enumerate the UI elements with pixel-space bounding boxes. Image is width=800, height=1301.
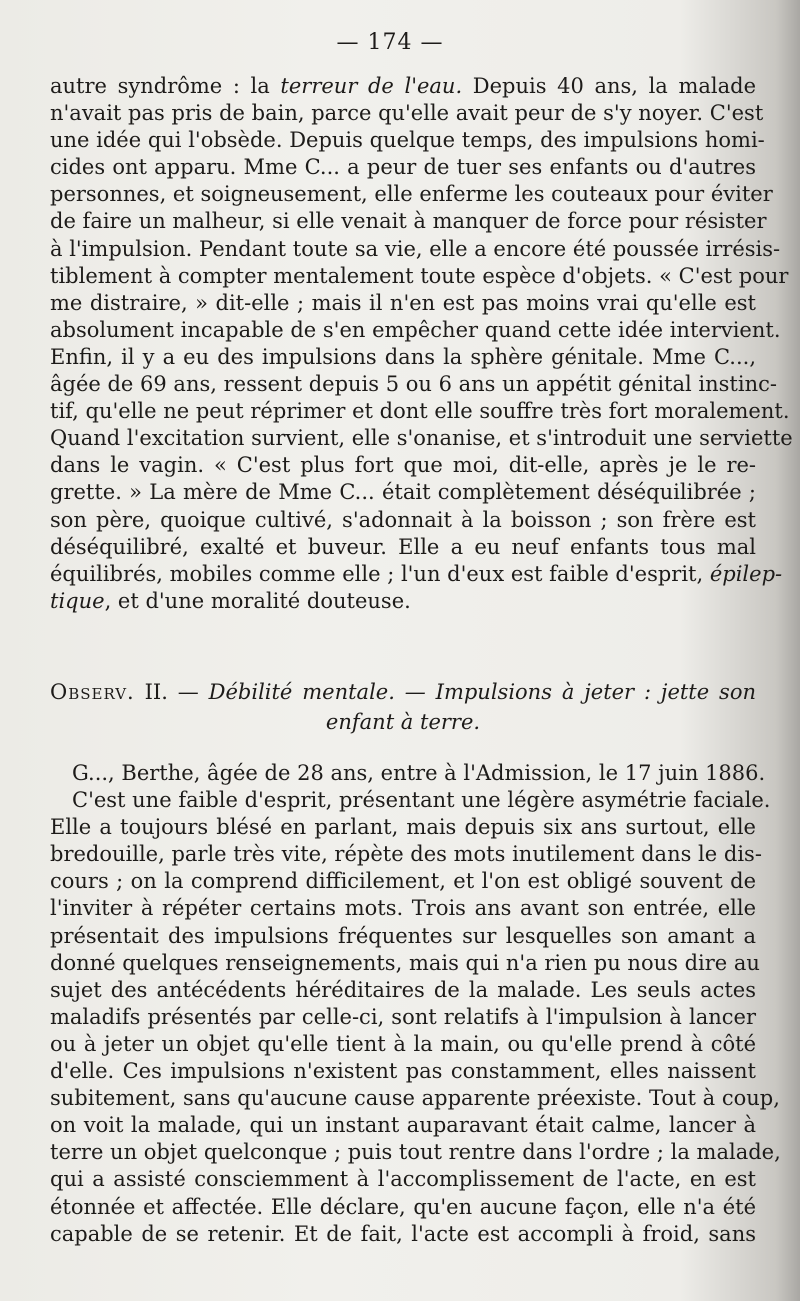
- observation-title: [50, 677, 756, 737]
- text-line: donné quelques renseignements, mais qui n'a rien pu nous dire au: [50, 950, 760, 975]
- observation-heading-1: Débilité mentale. — Impulsions à jeter : jette son: [208, 680, 756, 704]
- text-line: autre syndrôme : la terreur de l'eau. Depuis 40 ans, la malade: [50, 74, 756, 98]
- text-line: ou à jeter un objet qu'elle tient à la main, ou qu'elle prend à côté: [50, 1031, 756, 1056]
- text-line: cours ; on la comprend difficilement, et l'on est obligé souvent de: [50, 869, 756, 894]
- observation-label: Observ.: [50, 680, 135, 704]
- text-line: capable de se retenir. Et de fait, l'acte est accompli à froid, sans: [50, 1221, 756, 1246]
- text-line: G..., Berthe, âgée de 28 ans, entre à l'Admission, le 17 juin 1886.: [72, 761, 766, 785]
- text-line: une idée qui l'obsède. Depuis quelque temps, des impulsions homi-: [50, 128, 765, 153]
- text-line: équilibrés, mobiles comme elle ; l'un d'eux est faible d'esprit, épilep-: [50, 561, 783, 586]
- text-line: qui a assisté consciemment à l'accomplissement de l'acte, en est: [50, 1167, 756, 1192]
- text-line: tiblement à compter mentalement toute espèce d'objets. « C'est pour: [50, 263, 789, 288]
- text-line: absolument incapable de s'en empêcher quand cette idée intervient.: [50, 317, 781, 342]
- text-line: Elle a toujours blésé en parlant, mais depuis six ans surtout, elle: [50, 815, 756, 840]
- text-line: maladifs présentés par celle-ci, sont relatifs à l'impulsion à lancer: [50, 1004, 756, 1029]
- text-line: étonnée et affectée. Elle déclare, qu'en aucune façon, elle n'a été: [50, 1194, 756, 1219]
- text-line: Quand l'excitation survient, elle s'onanise, et s'introduit une serviette: [50, 426, 793, 451]
- text-line: dans le vagin. « C'est plus fort que moi, dit-elle, après je le re-: [50, 453, 756, 478]
- text-line: d'elle. Ces impulsions n'existent pas constamment, elles naissent: [50, 1059, 756, 1084]
- text-line: de faire un malheur, si elle venait à manquer de force pour résister: [50, 209, 767, 234]
- text-line: son père, quoique cultivé, s'adonnait à la boisson ; son frère est: [50, 507, 756, 532]
- text-line: Enfin, il y a eu des impulsions dans la sphère génitale. Mme C...,: [50, 344, 756, 369]
- text-line: à l'impulsion. Pendant toute sa vie, elle a encore été poussée irrésis-: [50, 236, 781, 261]
- text-line: terre un objet quelconque ; puis tout rentre dans l'ordre ; la malade,: [50, 1140, 781, 1165]
- page-number: — 174 —: [336, 30, 444, 55]
- observation-title-line-1: [50, 677, 756, 707]
- paragraph-2: [50, 760, 781, 1248]
- text-line: âgée de 69 ans, ressent depuis 5 ou 6 ans un appétit génital instinc-: [50, 372, 777, 397]
- text-line: n'avait pas pris de bain, parce qu'elle avait peur de s'y noyer. C'est: [50, 101, 764, 126]
- text-line: personnes, et soigneusement, elle enferme les couteaux pour éviter: [50, 182, 773, 207]
- text-line: déséquilibré, exalté et buveur. Elle a eu neuf enfants tous mal: [50, 534, 756, 559]
- text-line: cides ont apparu. Mme C... a peur de tuer ses enfants ou d'autres: [50, 155, 756, 180]
- text-line: grette. » La mère de Mme C... était complètement déséquilibrée ;: [50, 480, 756, 505]
- text-line: l'inviter à répéter certains mots. Trois ans avant son entrée, elle: [50, 896, 756, 921]
- text-line: C'est une faible d'esprit, présentant une légère asymétrie faciale.: [72, 788, 771, 813]
- observation-number: II. —: [134, 680, 209, 704]
- text-line: sujet des antécédents héréditaires de la malade. Les seuls actes: [50, 977, 756, 1002]
- text-line: présentait des impulsions fréquentes sur lesquelles son amant a: [50, 923, 756, 948]
- paragraph-1: [50, 73, 793, 615]
- text-line: on voit la malade, qui un instant auparavant était calme, lancer à: [50, 1113, 756, 1138]
- text-line: me distraire, » dit-elle ; mais il n'en est pas moins vrai qu'elle est: [50, 290, 756, 315]
- text-line: bredouille, parle très vite, répète des mots inutilement dans le dis-: [50, 842, 762, 867]
- text-line: subitement, sans qu'aucune cause apparente préexiste. Tout à coup,: [50, 1086, 780, 1111]
- text-line: tique, et d'une moralité douteuse.: [50, 588, 411, 613]
- observation-title-line-2: enfant à terre.: [325, 710, 481, 734]
- text-line: tif, qu'elle ne peut réprimer et dont elle souffre très fort moralement.: [50, 399, 790, 424]
